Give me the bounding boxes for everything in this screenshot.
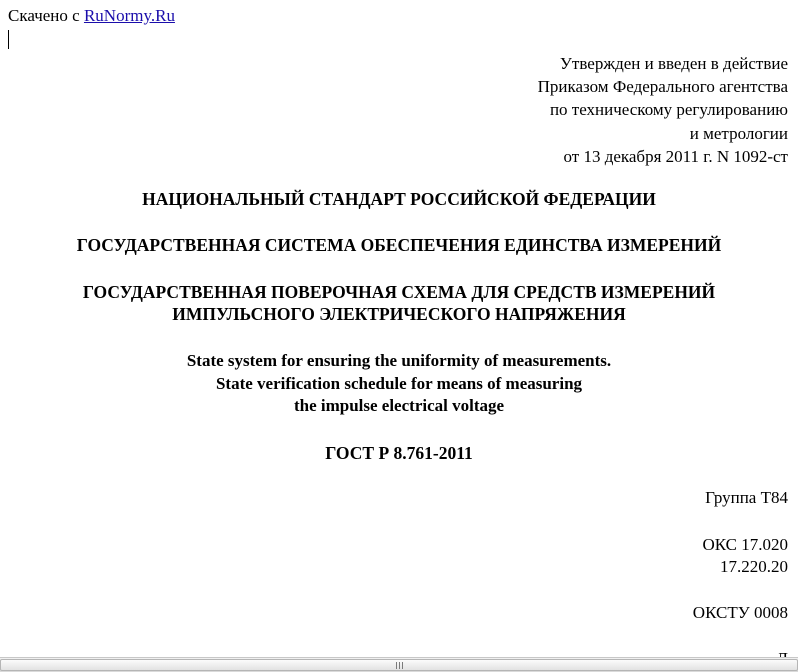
national-standard-heading: НАЦИОНАЛЬНЫЙ СТАНДАРТ РОССИЙСКОЙ ФЕДЕРАЦИИ bbox=[142, 189, 656, 209]
oks-code: 17.220.20 bbox=[720, 557, 788, 576]
approval-line: и метрологии bbox=[689, 123, 788, 143]
horizontal-scrollbar[interactable] bbox=[0, 657, 798, 672]
text-cursor bbox=[8, 30, 9, 49]
approval-block bbox=[538, 52, 788, 168]
oks-code: ОКС 17.020 bbox=[702, 535, 788, 554]
group-code: Группа Т84 bbox=[705, 488, 788, 507]
approval-line: по техническому регулированию bbox=[549, 100, 788, 120]
okstu-code: ОКСТУ 0008 bbox=[692, 603, 788, 622]
approval-line: Приказом Федерального агентства bbox=[537, 77, 788, 97]
approval-line: Утвержден и введен в действие bbox=[559, 54, 788, 73]
runormy-link[interactable]: RuNormy.Ru bbox=[83, 6, 175, 25]
source-line bbox=[8, 6, 175, 26]
scrollbar-thumb[interactable] bbox=[0, 659, 798, 671]
source-prefix: Скачено с bbox=[8, 6, 80, 25]
approval-line: от 13 декабря 2011 г. N 1092-ст bbox=[563, 146, 788, 166]
system-heading: ГОСУДАРСТВЕННАЯ СИСТЕМА ОБЕСПЕЧЕНИЯ ЕДИНСТВА ИЗМЕРЕНИЙ bbox=[76, 235, 722, 255]
english-title-line: State verification schedule for means of measuring bbox=[215, 373, 583, 393]
gost-number: ГОСТ Р 8.761-2011 bbox=[325, 443, 473, 463]
oks-codes bbox=[702, 534, 788, 578]
grip-icon bbox=[395, 662, 405, 669]
schedule-heading-line: ИМПУЛЬСНОГО ЭЛЕКТРИЧЕСКОГО НАПРЯЖЕНИЯ bbox=[172, 304, 626, 324]
english-title-line: the impulse electrical voltage bbox=[293, 396, 505, 415]
english-title bbox=[0, 350, 798, 418]
english-title-line: State system for ensuring the uniformity of measurements. bbox=[186, 351, 612, 370]
schedule-heading bbox=[0, 281, 798, 325]
schedule-heading-line: ГОСУДАРСТВЕННАЯ ПОВЕРОЧНАЯ СХЕМА ДЛЯ СРЕДСТВ ИЗМЕРЕНИЙ bbox=[82, 282, 716, 302]
